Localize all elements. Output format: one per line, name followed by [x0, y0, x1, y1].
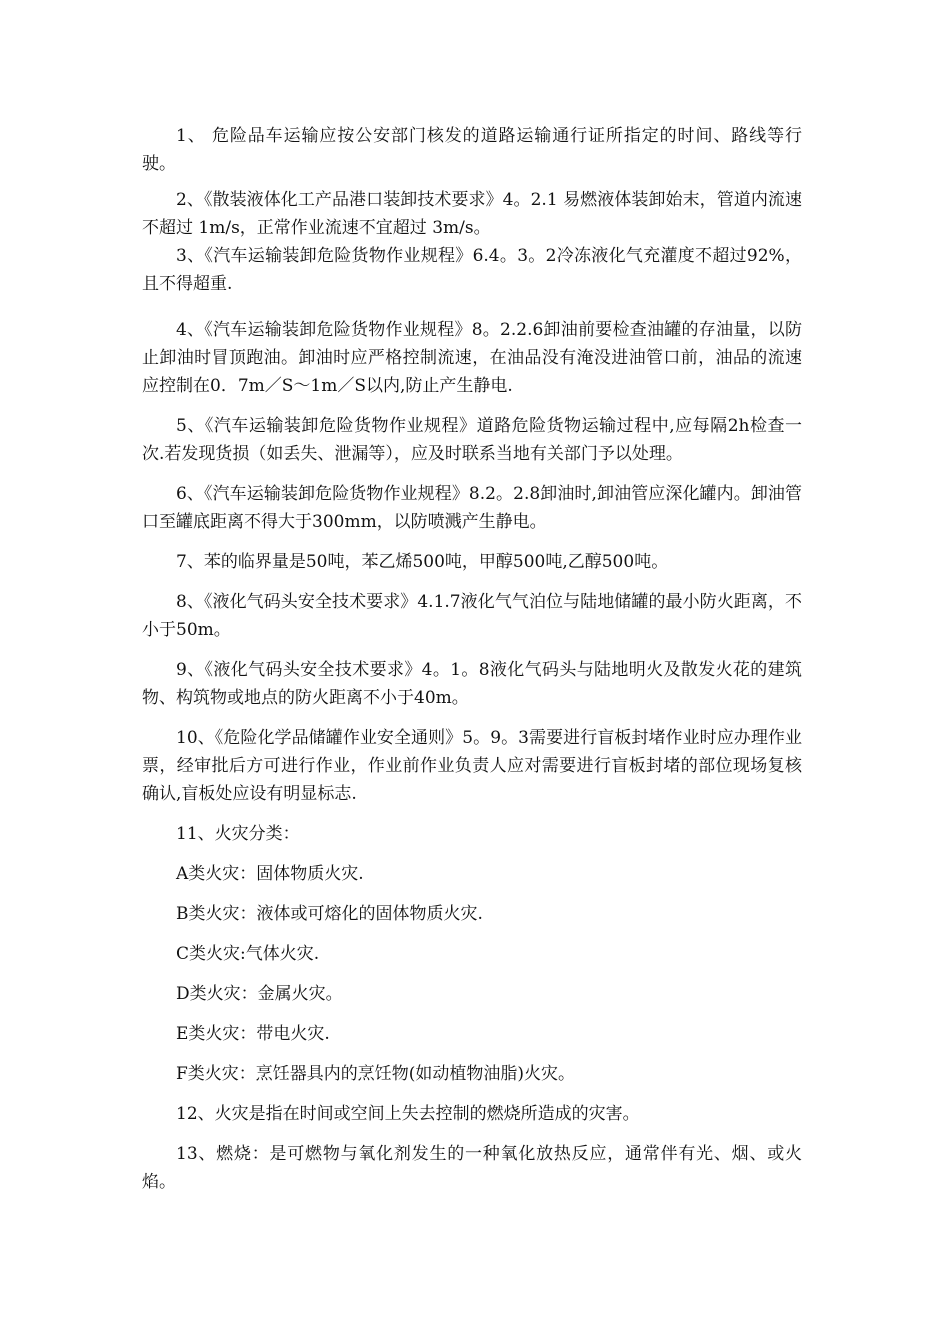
paragraph-6: 6、《汽车运输装卸危险货物作业规程》8.2。2.8卸油时,卸油管应深化罐内。卸油管口至罐底距离不得大于300mm，以防喷溅产生静电。 [142, 484, 802, 532]
paragraph-7: 7、苯的临界量是50吨，苯乙烯500吨，甲醇500吨,乙醇500吨。 [176, 552, 669, 572]
paragraph-5: 5、《汽车运输装卸危险货物作业规程》道路危险货物运输过程中,应每隔2h检查一次.若发现货损（如丢失、泄漏等），应及时联系当地有关部门予以处理。 [142, 416, 802, 464]
fire-class-d: D类火灾：金属火灾。 [176, 984, 343, 1004]
paragraph-2: 2、《散装液体化工产品港口装卸技术要求》4。2.1 易燃液体装卸始末，管道内流速不超过 1m/s，正常作业流速不宜超过 3m/s。 [142, 190, 802, 238]
fire-class-a: A类火灾：固体物质火灾. [176, 864, 364, 884]
paragraph-8: 8、《液化气码头安全技术要求》4.1.7液化气气泊位与陆地储罐的最小防火距离，不小于50m。 [142, 592, 802, 640]
fire-class-b: B类火灾：液体或可熔化的固体物质火灾. [176, 904, 483, 924]
fire-class-c: C类火灾:气体火灾. [176, 944, 320, 964]
paragraph-4: 4、《汽车运输装卸危险货物作业规程》8。2.2.6卸油前要检查油罐的存油量，以防止卸油时冒顶跑油。卸油时应严格控制流速，在油品没有淹没进油管口前，油品的流速应控制在0．7m／S～1m／S以内,防止产生静电. [142, 320, 802, 396]
paragraph-9: 9、《液化气码头安全技术要求》4。1。8液化气码头与陆地明火及散发火花的建筑物、构筑物或地点的防火距离不小于40m。 [142, 660, 802, 708]
paragraph-3: 3、《汽车运输装卸危险货物作业规程》6.4。3。2冷冻液化气充灌度不超过92%，且不得超重. [142, 246, 802, 294]
fire-class-e: E类火灾：带电火灾. [176, 1024, 330, 1044]
document-body [142, 122, 802, 1196]
fire-class-f: F类火灾：烹饪器具内的烹饪物(如动植物油脂)火灾。 [176, 1064, 576, 1084]
paragraph-11: 11、火灾分类： [176, 824, 300, 844]
paragraph-10: 10、《危险化学品储罐作业安全通则》5。9。3需要进行盲板封堵作业时应办理作业票，经审批后方可进行作业，作业前作业负责人应对需要进行盲板封堵的部位现场复核确认,盲板处应设有明显标志. [142, 728, 802, 804]
paragraph-12: 12、火灾是指在时间或空间上失去控制的燃烧所造成的灾害。 [176, 1104, 640, 1124]
paragraph-13: 13、燃烧：是可燃物与氧化剂发生的一种氧化放热反应，通常伴有光、烟、或火焰。 [142, 1144, 802, 1192]
paragraph-1: 1、 危险品车运输应按公安部门核发的道路运输通行证所指定的时间、路线等行驶。 [142, 126, 802, 174]
